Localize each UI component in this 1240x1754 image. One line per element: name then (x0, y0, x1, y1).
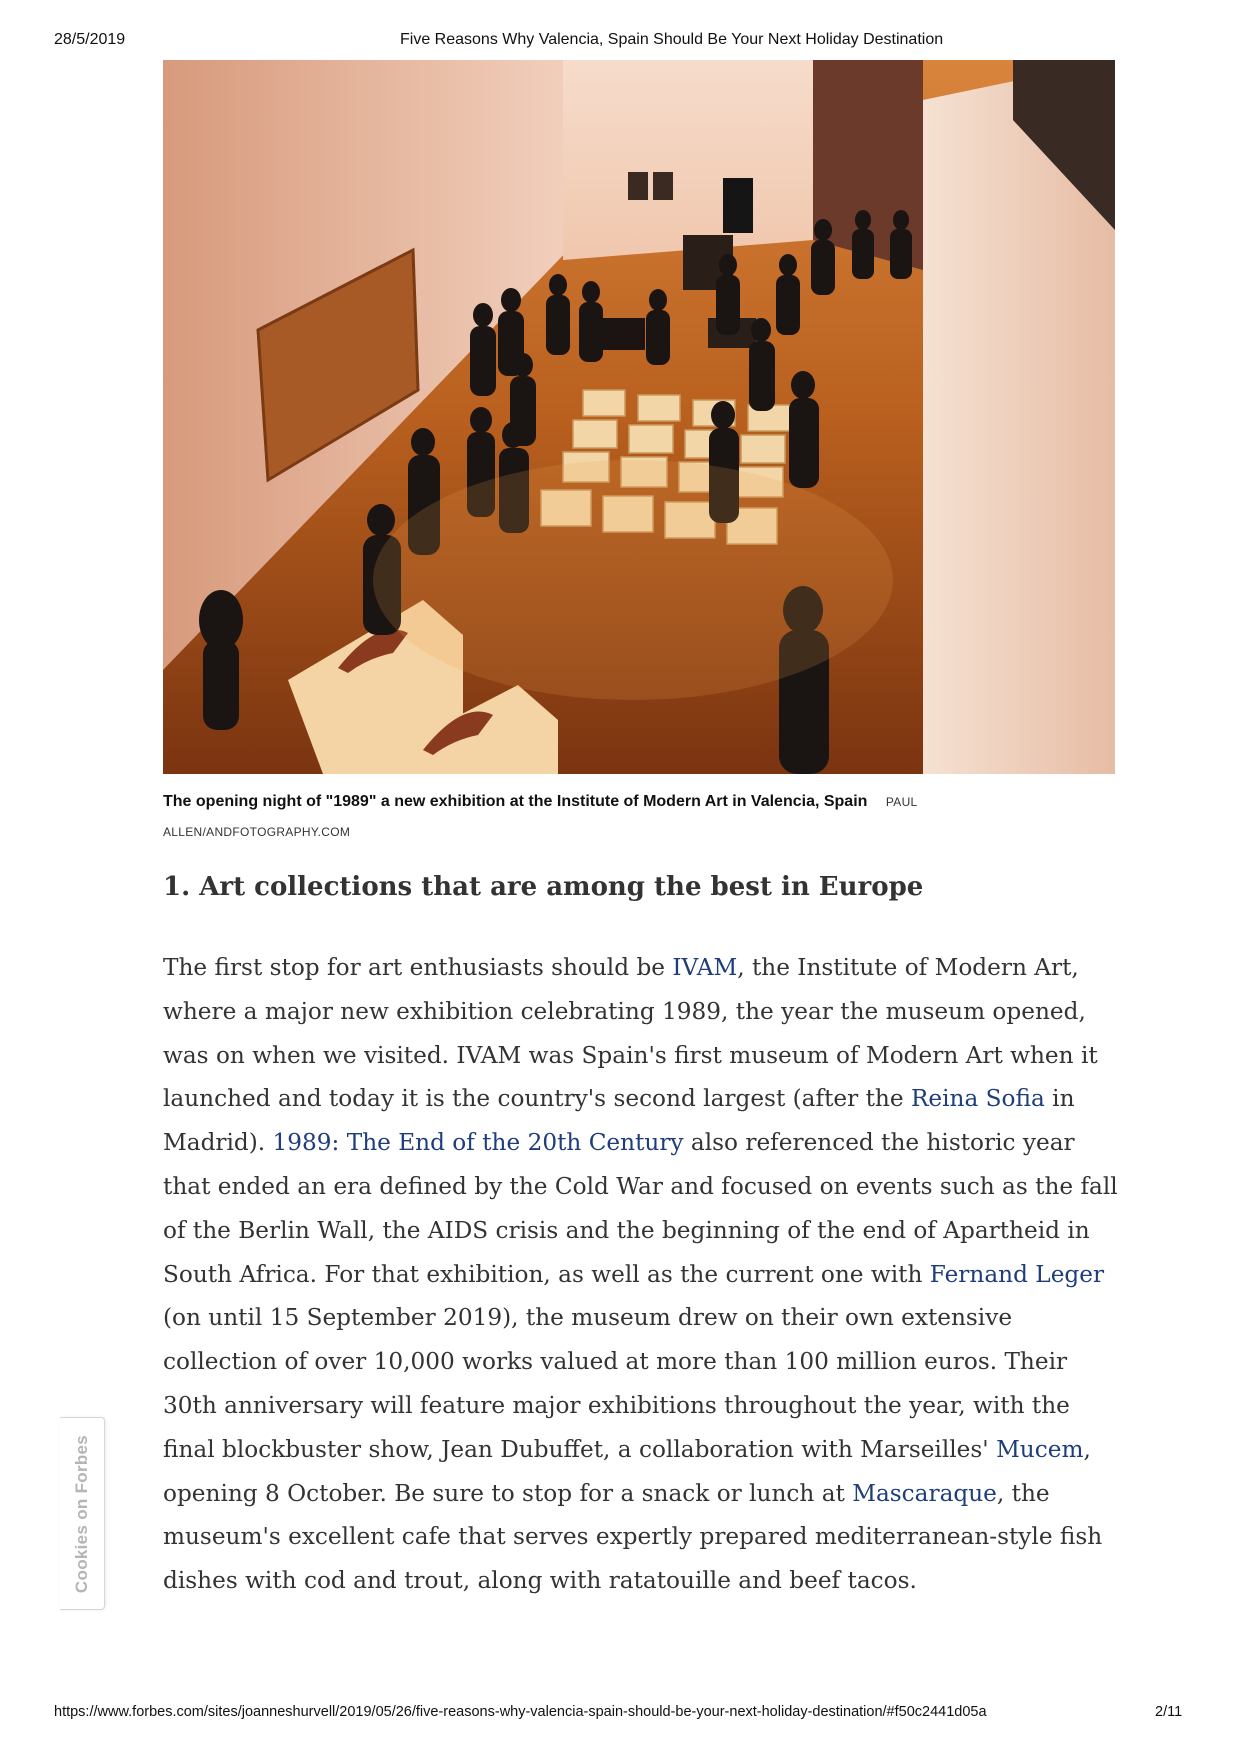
print-header (0, 31, 1240, 53)
text-segment: in Madrid). (163, 1085, 1075, 1157)
exhibition-1989-link[interactable]: 1989: The End of the 20th Century (272, 1129, 684, 1157)
mucem-link[interactable]: Mucem (996, 1435, 1084, 1463)
cookies-tab[interactable] (60, 1417, 105, 1610)
text-segment: (on until 15 September 2019), the museum drew on their own extensive collection of over 10,000 works valued at more than 100 million euros. Their 30th anniversary will feature major exhibitions throughout the year, with the final blockbuster show, Jean Dubuffet, a collaboration with Marseilles' (163, 1304, 1070, 1463)
gallery-photo-illustration (163, 60, 1115, 774)
ivam-link[interactable]: IVAM (672, 954, 738, 981)
article-photo (163, 60, 1115, 774)
text-segment: also referenced the historic year that ended an era defined by the Cold War and focused on events such as the fall of the Berlin Wall, the AIDS crisis and the beginning of the end of Apartheid in South Africa. For that exhibition, as well as the current one with (163, 1129, 1118, 1288)
print-url: https://www.forbes.com/sites/joanneshurvell/2019/05/26/five-reasons-why-valencia-spain-should-be-your-next-holiday-destination/#f50c2441d05a (54, 1704, 987, 1720)
print-page-number: 2/11 (1155, 1704, 1183, 1720)
caption-text: The opening night of "1989" a new exhibition at the Institute of Modern Art in Valencia, Spain (163, 793, 868, 810)
article-paragraph (163, 946, 1118, 1603)
text-segment: , the museum's excellent cafe that serves expertly prepared mediterranean-style fish dishes with cod and trout, along with ratatouille and beef tacos. (163, 1479, 1103, 1595)
text-segment: , opening 8 October. Be sure to stop for a snack or lunch at (163, 1435, 1091, 1507)
photo-caption (163, 787, 1063, 847)
cookies-tab-label: Cookies on Forbes (72, 1434, 91, 1593)
text-segment: The first stop for art enthusiasts should be (163, 954, 673, 981)
fernand-leger-link[interactable]: Fernand Leger (929, 1260, 1105, 1288)
print-date: 28/5/2019 (54, 31, 126, 48)
mascaraque-link[interactable]: Mascaraque (852, 1479, 997, 1507)
reina-sofia-link[interactable]: Reina Sofia (910, 1085, 1045, 1113)
section-heading: 1. Art collections that are among the best in Europe (163, 872, 924, 902)
print-page-title: Five Reasons Why Valencia, Spain Should Be Your Next Holiday Destination (400, 31, 944, 48)
text-segment: , the Institute of Modern Art, where a major new exhibition celebrating 1989, the year the museum opened, was on when we visited. IVAM was Spain's first museum of Modern Art when it launched and today it is the country's second largest (after the (163, 954, 1098, 1113)
photo-credit: PAUL ALLEN/ANDFOTOGRAPHY.COM (163, 795, 918, 839)
